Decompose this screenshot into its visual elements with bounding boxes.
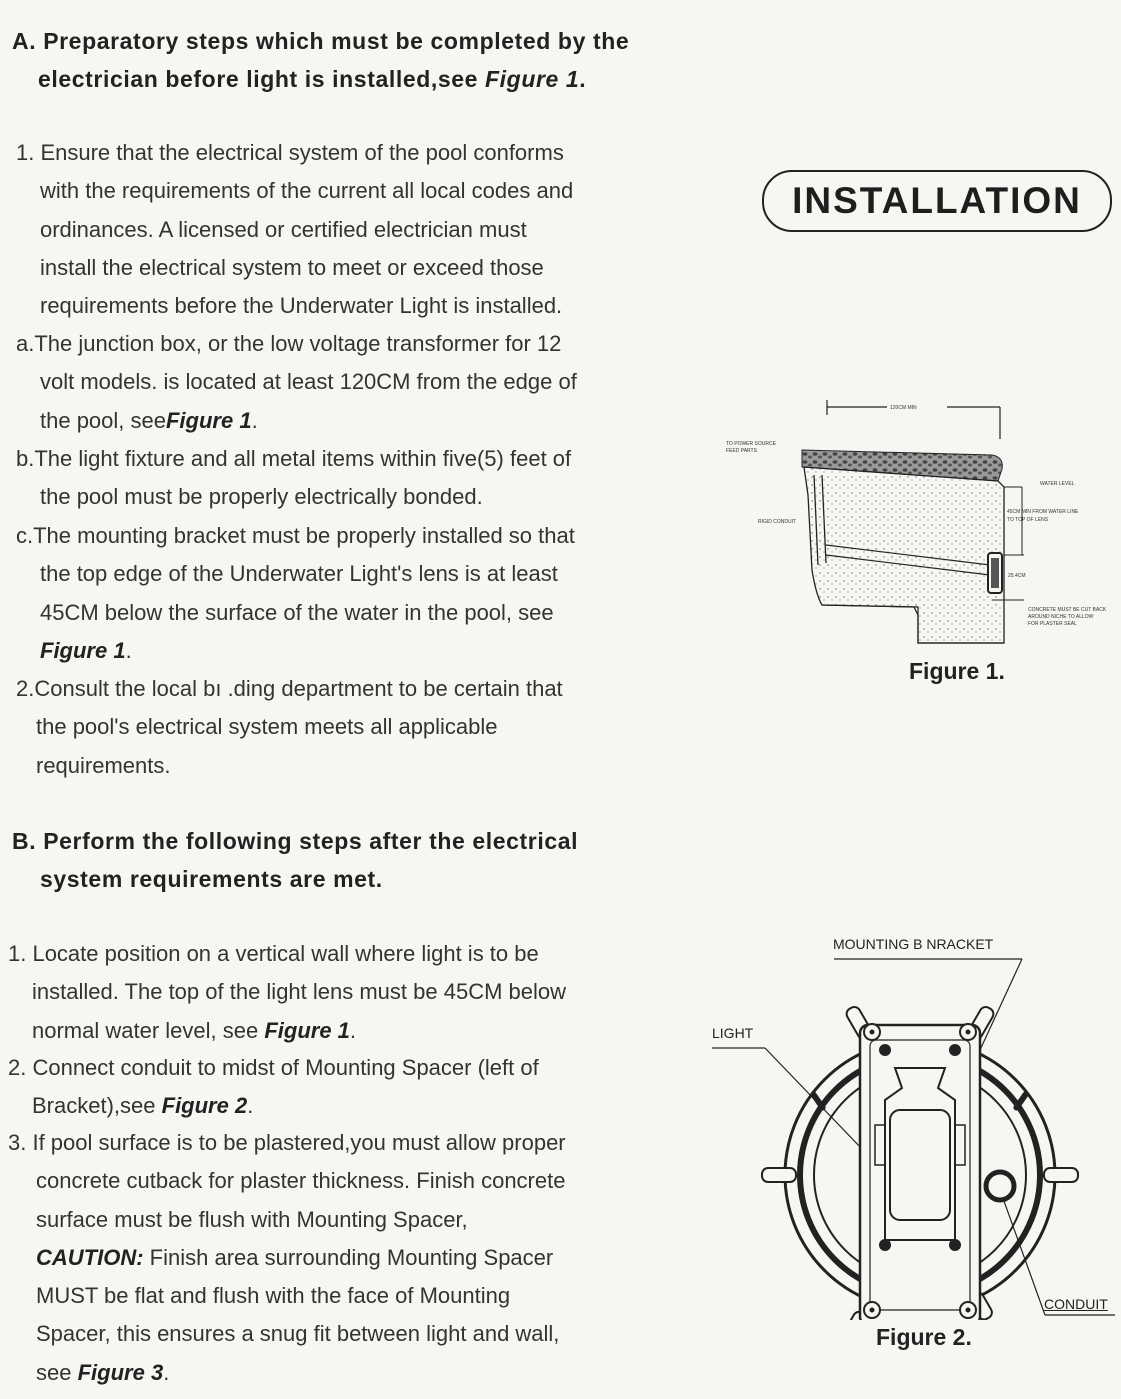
section-b-item-3: 3. If pool surface is to be plastered,you must allow proper concrete cutback for plaster thickness. Finish concrete surface must be flush with Mounting Spacer, CAUTION: Finish area surrounding Mounting Spacer MUST be flat and flush with the face of Mounting Spacer, this ensures a snug fit between light and wall, see Figure 3. bbox=[8, 1130, 566, 1385]
section-a-heading-line2: electrician before light is installed,see bbox=[38, 66, 479, 92]
fixing-screw bbox=[879, 1044, 891, 1056]
figure-ref: Figure 1 bbox=[165, 407, 252, 433]
conduit-label: RIGID CONDUIT bbox=[758, 519, 797, 525]
caution-label: CAUTION: bbox=[36, 1244, 144, 1270]
concrete-label-2: AROUND NICHE TO ALLOW bbox=[1028, 614, 1094, 620]
light-label: LIGHT bbox=[712, 1025, 754, 1041]
figure-ref: Figure 2 bbox=[161, 1093, 248, 1119]
figure-2-caption: Figure 2. bbox=[876, 1324, 972, 1350]
mounting-tab bbox=[762, 1168, 796, 1182]
section-b-heading-line2: system requirements are met. bbox=[40, 866, 383, 892]
min-water-line-label: 45CM MIN FROM WATER LINE bbox=[1007, 509, 1079, 515]
section-a-item-c: c.The mounting bracket must be properly installed so that the top edge of the Underwater Light's lens is at least 45CM below the surface of the water in the pool, see Figure 1. bbox=[16, 523, 575, 663]
distance-label: 120CM MIN bbox=[890, 405, 917, 411]
concrete-label-1: CONCRETE MUST BE CUT BACK bbox=[1028, 607, 1107, 613]
section-b-heading-line1: B. Perform the following steps after the electrical bbox=[12, 828, 579, 854]
section-b-heading bbox=[12, 822, 578, 898]
mounting-spacer-plate bbox=[860, 1025, 980, 1320]
section-b-item-2: 2. Connect conduit to midst of Mounting Spacer (left of Bracket),see Figure 2. bbox=[8, 1055, 539, 1119]
section-a-item-1: 1. Ensure that the electrical system of the pool conforms with the requirements of the current all local codes and ordinances. A licensed or certified electrician must install the electrical system to meet or exceed those requirements before the Underwater Light is installed. bbox=[16, 140, 574, 319]
section-a-item-2: 2.Consult the local bı .ding department to be certain that the pool's electrical system meets all applicable requirements. bbox=[16, 676, 563, 778]
power-source-label: TO POWER SOURCE bbox=[726, 441, 776, 447]
figure-ref: Figure 1 bbox=[485, 66, 580, 92]
niche-size-label: 25.4CM bbox=[1008, 573, 1026, 579]
section-a-heading-line1: A. Preparatory steps which must be completed by the bbox=[12, 28, 630, 54]
conduit-label: CONDUIT bbox=[1044, 1296, 1108, 1312]
section-b-item-1: 1. Locate position on a vertical wall where light is to be installed. The top of the light lens must be 45CM below normal water level, see Figure 1. bbox=[8, 941, 567, 1043]
mounting-tab bbox=[1044, 1168, 1078, 1182]
figure-ref: Figure 3 bbox=[77, 1359, 164, 1385]
lens-label: TO TOP OF LENS bbox=[1007, 517, 1049, 523]
section-a-item-a: a.The junction box, or the low voltage transformer for 12 volt models. is located at least 120CM from the edge of the pool, seeFigure 1. bbox=[16, 331, 577, 433]
mounting-bracket-label: MOUNTING B NRACKET bbox=[833, 936, 994, 952]
concrete-label-3: FOR PLASTER SEAL bbox=[1028, 621, 1077, 627]
feed-parts-label: FEED PARTS bbox=[726, 448, 757, 454]
water-level-label: WATER LEVEL bbox=[1040, 481, 1075, 487]
figure-1-caption: Figure 1. bbox=[909, 658, 1005, 684]
figure-2-diagram bbox=[700, 950, 1121, 1320]
fixing-screw bbox=[949, 1044, 961, 1056]
figure-ref: Figure 1 bbox=[264, 1017, 350, 1043]
section-a-heading: A. Preparatory steps which must be completed by the electrician before light is installed,see Figure 1. bbox=[12, 22, 629, 98]
conduit-opening bbox=[986, 1172, 1014, 1200]
installation-title: INSTALLATION bbox=[762, 170, 1112, 232]
figure-1-diagram bbox=[722, 395, 1121, 665]
section-a-item-b: b.The light fixture and all metal items within five(5) feet of the pool must be properly electrically bonded. bbox=[16, 446, 572, 510]
figure-ref: Figure 1 bbox=[40, 637, 126, 663]
